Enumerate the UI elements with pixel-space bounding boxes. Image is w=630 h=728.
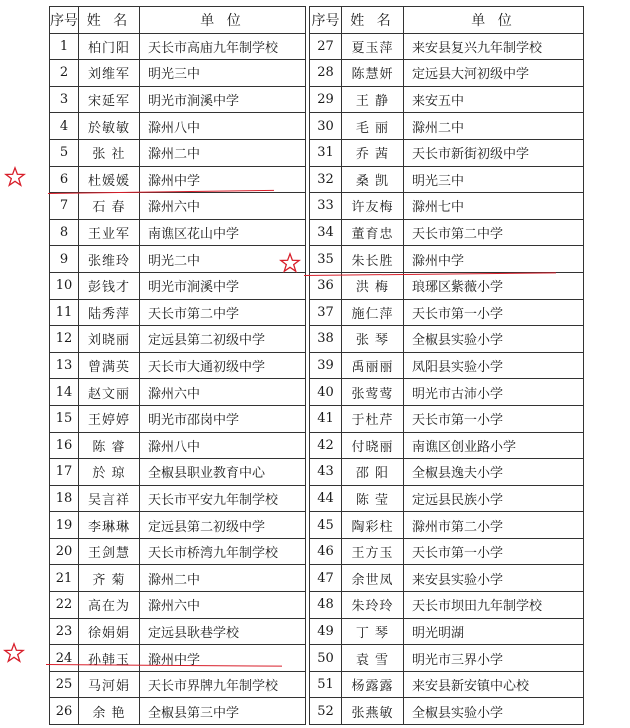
cell-unit: 滁州二中 — [140, 139, 306, 166]
cell-name: 陆秀萍 — [79, 299, 140, 326]
table-row — [50, 219, 306, 246]
table-row — [310, 113, 584, 140]
table-row — [310, 352, 584, 379]
table-row — [50, 671, 306, 698]
cell-no: 9 — [50, 246, 79, 273]
table-row — [50, 272, 306, 299]
header-name: 姓 名 — [342, 7, 404, 34]
cell-name: 王 静 — [342, 86, 404, 113]
cell-no: 39 — [310, 352, 342, 379]
cell-name: 齐 菊 — [79, 565, 140, 592]
cell-no: 32 — [310, 166, 342, 193]
table-row — [50, 565, 306, 592]
cell-unit: 天长市第二中学 — [404, 219, 584, 246]
cell-unit: 全椒县实验小学 — [404, 326, 584, 353]
cell-no: 18 — [50, 485, 79, 512]
cell-no: 23 — [50, 618, 79, 645]
cell-unit: 滁州六中 — [140, 592, 306, 619]
table-row — [50, 538, 306, 565]
cell-unit: 来安县实验小学 — [404, 565, 584, 592]
cell-unit: 天长市大通初级中学 — [140, 352, 306, 379]
cell-no: 12 — [50, 326, 79, 353]
table-row — [50, 193, 306, 220]
cell-no: 43 — [310, 459, 342, 486]
cell-unit: 天长市第一小学 — [404, 538, 584, 565]
cell-name: 洪 梅 — [342, 272, 404, 299]
cell-no: 50 — [310, 645, 342, 672]
cell-unit: 明光二中 — [140, 246, 306, 273]
table-row — [50, 166, 306, 193]
cell-name: 刘晓丽 — [79, 326, 140, 353]
table-row — [310, 193, 584, 220]
cell-unit: 来安五中 — [404, 86, 584, 113]
cell-no: 22 — [50, 592, 79, 619]
table-row — [310, 698, 584, 725]
cell-unit: 定远县第二初级中学 — [140, 512, 306, 539]
cell-unit: 滁州中学 — [404, 246, 584, 273]
header-no: 序号 — [50, 7, 79, 34]
cell-no: 49 — [310, 618, 342, 645]
table-row — [50, 379, 306, 406]
cell-unit: 滁州六中 — [140, 193, 306, 220]
table-row — [50, 698, 306, 725]
cell-unit: 天长市桥湾九年制学校 — [140, 538, 306, 565]
cell-unit: 南谯区花山中学 — [140, 219, 306, 246]
cell-name: 夏玉萍 — [342, 33, 404, 60]
cell-unit: 天长市平安九年制学校 — [140, 485, 306, 512]
table-row — [50, 326, 306, 353]
cell-unit: 定远县大河初级中学 — [404, 60, 584, 87]
roster-table-right — [309, 6, 584, 725]
table-row — [310, 592, 584, 619]
cell-unit: 滁州中学 — [140, 166, 306, 193]
star-icon — [3, 642, 25, 664]
cell-no: 29 — [310, 86, 342, 113]
cell-unit: 明光市三界小学 — [404, 645, 584, 672]
table-row — [50, 60, 306, 87]
cell-name: 石 春 — [79, 193, 140, 220]
cell-no: 25 — [50, 671, 79, 698]
cell-name: 於敏敏 — [79, 113, 140, 140]
cell-no: 5 — [50, 139, 79, 166]
cell-name: 王业军 — [79, 219, 140, 246]
table-header-row — [310, 7, 584, 34]
cell-unit: 定远县第二初级中学 — [140, 326, 306, 353]
cell-no: 42 — [310, 432, 342, 459]
cell-unit: 滁州七中 — [404, 193, 584, 220]
table-row — [50, 33, 306, 60]
cell-no: 33 — [310, 193, 342, 220]
cell-no: 26 — [50, 698, 79, 725]
cell-name: 董育忠 — [342, 219, 404, 246]
cell-no: 17 — [50, 459, 79, 486]
cell-name: 马河娟 — [79, 671, 140, 698]
table-row — [310, 33, 584, 60]
cell-unit: 滁州二中 — [404, 113, 584, 140]
cell-name: 丁 琴 — [342, 618, 404, 645]
cell-name: 陶彩柱 — [342, 512, 404, 539]
cell-no: 7 — [50, 193, 79, 220]
cell-name: 施仁萍 — [342, 299, 404, 326]
table-row — [310, 618, 584, 645]
cell-unit: 全椒县职业教育中心 — [140, 459, 306, 486]
cell-unit: 明光市邵岗中学 — [140, 405, 306, 432]
table-row — [310, 326, 584, 353]
table-row — [310, 60, 584, 87]
cell-no: 38 — [310, 326, 342, 353]
table-row — [50, 459, 306, 486]
cell-no: 48 — [310, 592, 342, 619]
table-row — [310, 379, 584, 406]
cell-unit: 天长市高庙九年制学校 — [140, 33, 306, 60]
cell-no: 14 — [50, 379, 79, 406]
cell-no: 3 — [50, 86, 79, 113]
cell-unit: 天长市界牌九年制学校 — [140, 671, 306, 698]
cell-name: 于杜芹 — [342, 405, 404, 432]
table-row — [50, 592, 306, 619]
cell-name: 徐娟娟 — [79, 618, 140, 645]
cell-name: 禹丽丽 — [342, 352, 404, 379]
table-row — [50, 645, 306, 672]
cell-unit: 天长市第二中学 — [140, 299, 306, 326]
star-icon — [279, 252, 301, 274]
header-name: 姓 名 — [79, 7, 140, 34]
cell-name: 许友梅 — [342, 193, 404, 220]
cell-no: 20 — [50, 538, 79, 565]
cell-no: 13 — [50, 352, 79, 379]
table-row — [310, 166, 584, 193]
cell-name: 曾满英 — [79, 352, 140, 379]
cell-name: 张莺莺 — [342, 379, 404, 406]
cell-name: 余 艳 — [79, 698, 140, 725]
star-icon — [4, 166, 26, 188]
cell-unit: 天长市第一小学 — [404, 299, 584, 326]
cell-name: 於 琼 — [79, 459, 140, 486]
cell-name: 杜媛媛 — [79, 166, 140, 193]
table-row — [310, 219, 584, 246]
cell-no: 15 — [50, 405, 79, 432]
cell-no: 8 — [50, 219, 79, 246]
table-row — [50, 113, 306, 140]
cell-name: 邵 阳 — [342, 459, 404, 486]
cell-name: 陈慧妍 — [342, 60, 404, 87]
cell-unit: 琅琊区紫薇小学 — [404, 272, 584, 299]
table-row — [50, 299, 306, 326]
cell-name: 刘维军 — [79, 60, 140, 87]
cell-no: 10 — [50, 272, 79, 299]
cell-name: 张燕敏 — [342, 698, 404, 725]
cell-no: 31 — [310, 139, 342, 166]
cell-no: 4 — [50, 113, 79, 140]
header-unit: 单 位 — [404, 7, 584, 34]
cell-no: 37 — [310, 299, 342, 326]
cell-no: 24 — [50, 645, 79, 672]
table-row — [310, 512, 584, 539]
cell-unit: 定远县耿巷学校 — [140, 618, 306, 645]
cell-unit: 天长市第一小学 — [404, 405, 584, 432]
cell-name: 王剑慧 — [79, 538, 140, 565]
roster-table-left — [49, 6, 306, 725]
cell-unit: 明光市涧溪中学 — [140, 86, 306, 113]
cell-name: 李琳琳 — [79, 512, 140, 539]
table-row — [310, 538, 584, 565]
cell-no: 21 — [50, 565, 79, 592]
table-row — [310, 272, 584, 299]
table-row — [310, 485, 584, 512]
cell-unit: 滁州中学 — [140, 645, 306, 672]
table-row — [50, 352, 306, 379]
table-row — [310, 86, 584, 113]
cell-unit: 明光三中 — [140, 60, 306, 87]
cell-name: 王方玉 — [342, 538, 404, 565]
cell-name: 朱玲玲 — [342, 592, 404, 619]
table-row — [310, 645, 584, 672]
table-row — [310, 459, 584, 486]
cell-no: 27 — [310, 33, 342, 60]
cell-no: 34 — [310, 219, 342, 246]
table-row — [310, 405, 584, 432]
cell-unit: 明光市古沛小学 — [404, 379, 584, 406]
cell-name: 张 社 — [79, 139, 140, 166]
cell-unit: 明光明湖 — [404, 618, 584, 645]
table-row — [50, 432, 306, 459]
cell-no: 44 — [310, 485, 342, 512]
cell-name: 乔 茜 — [342, 139, 404, 166]
cell-unit: 滁州市第二小学 — [404, 512, 584, 539]
cell-name: 孙韩玉 — [79, 645, 140, 672]
cell-name: 王婷婷 — [79, 405, 140, 432]
cell-name: 陈 莹 — [342, 485, 404, 512]
cell-name: 柏门阳 — [79, 33, 140, 60]
cell-name: 桑 凯 — [342, 166, 404, 193]
cell-name: 陈 睿 — [79, 432, 140, 459]
cell-unit: 南谯区创业路小学 — [404, 432, 584, 459]
cell-unit: 凤阳县实验小学 — [404, 352, 584, 379]
table-row — [310, 246, 584, 273]
cell-unit: 全椒县实验小学 — [404, 698, 584, 725]
header-no: 序号 — [310, 7, 342, 34]
cell-no: 36 — [310, 272, 342, 299]
cell-no: 45 — [310, 512, 342, 539]
cell-name: 余世凤 — [342, 565, 404, 592]
cell-unit: 来安县复兴九年制学校 — [404, 33, 584, 60]
cell-unit: 滁州六中 — [140, 379, 306, 406]
table-row — [50, 246, 306, 273]
table-header-row — [50, 7, 306, 34]
cell-name: 彭钱才 — [79, 272, 140, 299]
cell-no: 35 — [310, 246, 342, 273]
cell-unit: 滁州八中 — [140, 113, 306, 140]
header-unit: 单 位 — [140, 7, 306, 34]
cell-name: 毛 丽 — [342, 113, 404, 140]
cell-name: 高在为 — [79, 592, 140, 619]
cell-name: 朱长胜 — [342, 246, 404, 273]
cell-no: 41 — [310, 405, 342, 432]
cell-unit: 天长市新街初级中学 — [404, 139, 584, 166]
cell-no: 40 — [310, 379, 342, 406]
table-row — [50, 86, 306, 113]
cell-unit: 滁州八中 — [140, 432, 306, 459]
cell-no: 51 — [310, 671, 342, 698]
table-row — [310, 565, 584, 592]
cell-no: 46 — [310, 538, 342, 565]
cell-name: 付晓丽 — [342, 432, 404, 459]
cell-unit: 定远县民族小学 — [404, 485, 584, 512]
table-row — [310, 139, 584, 166]
cell-no: 11 — [50, 299, 79, 326]
cell-name: 杨露露 — [342, 671, 404, 698]
cell-name: 袁 雪 — [342, 645, 404, 672]
table-row — [50, 139, 306, 166]
cell-unit: 明光市涧溪中学 — [140, 272, 306, 299]
table-row — [310, 299, 584, 326]
cell-unit: 滁州二中 — [140, 565, 306, 592]
cell-no: 47 — [310, 565, 342, 592]
cell-unit: 全椒县逸夫小学 — [404, 459, 584, 486]
cell-unit: 天长市坝田九年制学校 — [404, 592, 584, 619]
cell-no: 52 — [310, 698, 342, 725]
cell-no: 28 — [310, 60, 342, 87]
cell-no: 30 — [310, 113, 342, 140]
cell-name: 张维玲 — [79, 246, 140, 273]
cell-unit: 来安县新安镇中心校 — [404, 671, 584, 698]
table-row — [310, 671, 584, 698]
cell-name: 张 琴 — [342, 326, 404, 353]
cell-no: 1 — [50, 33, 79, 60]
table-row — [50, 618, 306, 645]
cell-unit: 全椒县第三中学 — [140, 698, 306, 725]
cell-name: 赵文丽 — [79, 379, 140, 406]
table-row — [50, 405, 306, 432]
cell-no: 2 — [50, 60, 79, 87]
cell-unit: 明光三中 — [404, 166, 584, 193]
cell-no: 6 — [50, 166, 79, 193]
table-row — [50, 485, 306, 512]
table-row — [310, 432, 584, 459]
cell-no: 19 — [50, 512, 79, 539]
table-row — [50, 512, 306, 539]
cell-name: 宋延军 — [79, 86, 140, 113]
cell-name: 吴言祥 — [79, 485, 140, 512]
cell-no: 16 — [50, 432, 79, 459]
